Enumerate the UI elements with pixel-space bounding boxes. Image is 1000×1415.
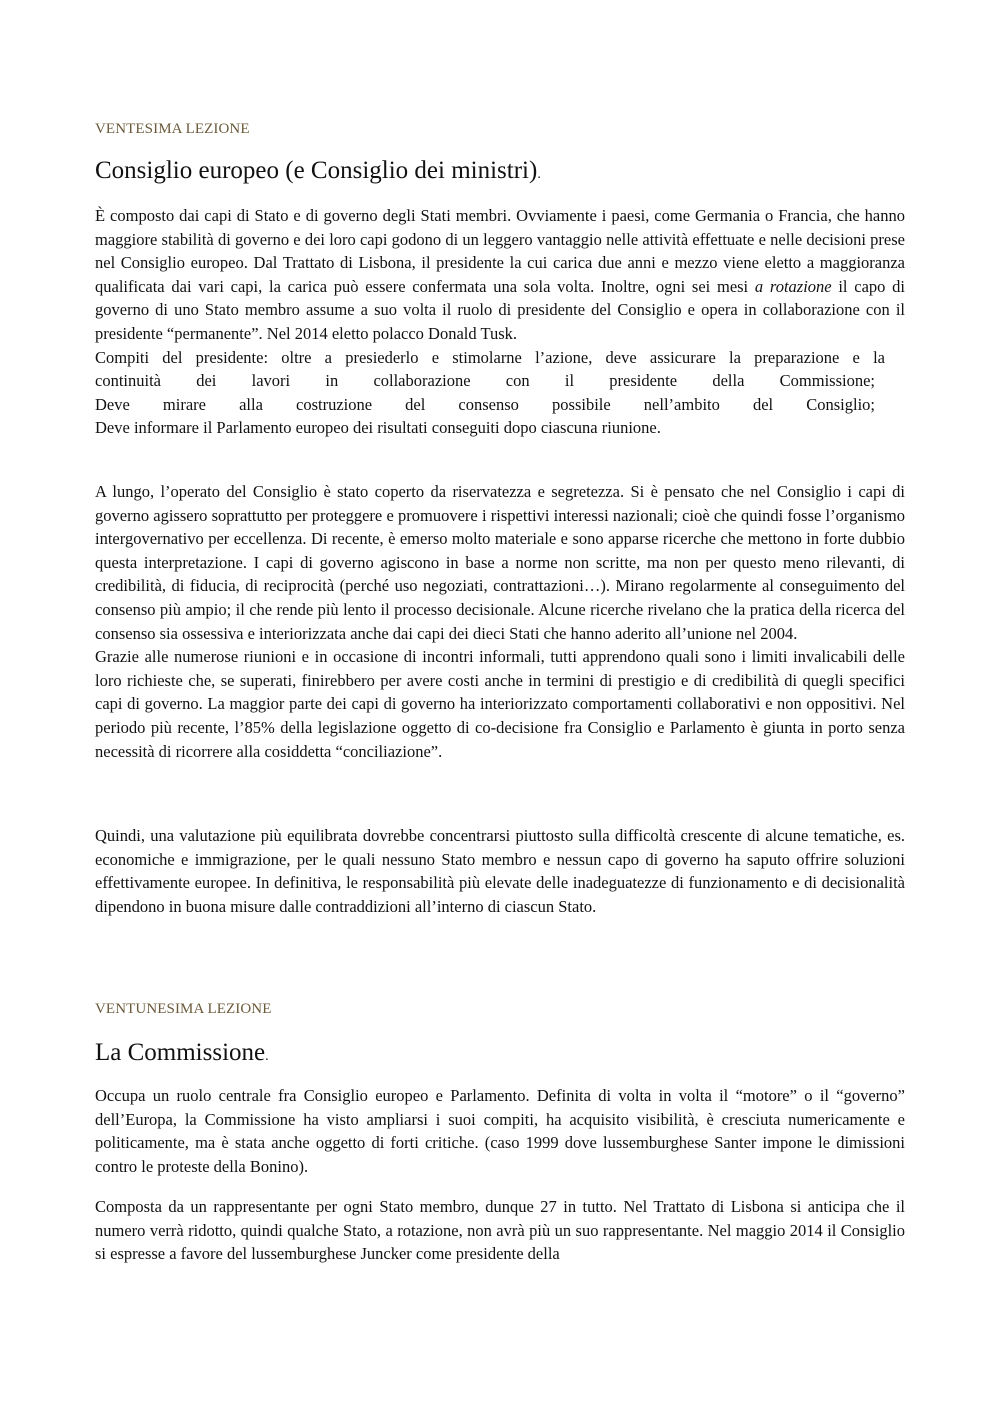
paragraph-evaluation: Quindi, una valutazione più equilibrata dovrebbe concentrarsi piuttosto sulla difficoltà crescente di alcune tematiche, es. economiche e immigrazione, per le quali nessuno Stato membro e nessun capo di governo ha saputo offrire soluzioni effettivamente europee. In definitiva, le responsabilità più elevate delle inadeguatezze di funzionamento e di decisionalità dipendono in buona misure dalle contraddizioni all’interno di ciascun Stato. — [95, 826, 905, 916]
tasks-line: continuità dei lavori in collaborazione con il presidente della Commissione; — [95, 371, 875, 391]
section-title-text: La Commissione — [95, 1039, 266, 1066]
paragraph-tasks — [95, 346, 905, 440]
tasks-line: Deve informare il Parlamento europeo dei risultati conseguiti dopo ciascuna riunione. — [95, 418, 661, 438]
paragraph-intro — [95, 204, 905, 440]
paragraph-text: A lungo, l’operato del Consiglio è stato coperto da riservatezza e segretezza. Si è pensato che nel Consiglio i capi di governo agissero soprattutto per proteggere e promuovere i rispettivi interessi nazionali; cioè che quindi fosse l’organismo intergovernativo per eccellenza. Di recente, è emerso molto materiale e sono apparse ricerche che mettono in forte dubbio questa interpretazione. I capi di governo agiscono in base a norme non scritte, ma non per questo meno rilevanti, di credibilità, di fiducia, di reciprocità (perché uso negoziati, contrattazioni…). Mirano regolarmente al conseguimento del consenso più ampio; il che rende più lento il processo decisionale. Alcune ricerche rivelano che la pratica della ricerca del consenso sia ossessiva e interiorizzata anche dai capi dei dieci Stati che hanno aderito all’unione nel 2004. — [95, 482, 905, 643]
section-title-text: Consiglio europeo (e Consiglio dei ministri) — [95, 157, 538, 184]
paragraph-text: il capo di governo di uno Stato membro assume a suo volta il ruolo di presidente del Consiglio e opera in collaborazione con il presidente “permanente”. Nel 2014 eletto polacco Donald Tusk. — [95, 276, 905, 343]
lesson-label: VENTUNESIMA LEZIONE — [95, 1001, 272, 1017]
paragraph-commission-composition: Composta da un rappresentante per ogni Stato membro, dunque 27 in tutto. Nel Trattato di Lisbona si anticipa che il numero verrà ridotto, quindi qualche Stato, a rotazione, non avrà più un suo rappresentante. Nel maggio 2014 il Consiglio si espresse a favore del lussemburghese Juncker come presidente della — [95, 1197, 905, 1264]
paragraph-composition — [95, 204, 905, 346]
section-title-period: . — [265, 1049, 269, 1064]
tasks-line: Compiti del presidente: oltre a presiederlo e stimolarne l’azione, deve assicurare la preparazione e la — [95, 347, 885, 367]
paragraph-text: Grazie alle numerose riunioni e in occasione di incontri informali, tutti apprendono quali sono i limiti invalicabili delle loro richieste che, se superati, finirebbero per avere costi anche in termini di prestigio e di credibilità di quegli specifici capi di governo. La maggior parte dei capi di governo ha interiorizzato comportamenti collaborativi e non oppositivi. Nel periodo più recente, l’85% della legislazione oggetto di co-decisione fra Consiglio e Parlamento è giunta in porto senza necessità di ricorrere alla cosiddetta “conciliazione”. — [95, 647, 905, 761]
section-title — [95, 156, 541, 190]
paragraph-commission-role: Occupa un ruolo centrale fra Consiglio europeo e Parlamento. Definita di volta in volta il “motore” o il “governo” dell’Europa, la Commissione ha visto ampliarsi i suoi compiti, ha acquisito visibilità, è cresciuta numericamente e politicamente, ma è stata anche oggetto di forti critiche. (caso 1999 dove lussemburghese Santer impone le dimissioni contro le proteste della Bonino). — [95, 1086, 905, 1176]
italic-text: a rotazione — [754, 276, 832, 296]
section-title-period: . — [537, 167, 541, 182]
paragraph-confidentiality — [95, 480, 905, 763]
section-title — [95, 1038, 269, 1072]
paragraph-text: È composto dai capi di Stato e di governo degli Stati membri. Ovviamente i paesi, come Germania o Francia, che hanno maggiore stabilità di governo e dei loro capi godono di un leggero vantaggio nelle attività effettuate e nelle decisioni prese nel Consiglio europeo. Dal Trattato di Lisbona, il presidente la cui carica due anni e mezzo viene eletto a maggioranza qualificata dai vari capi, la carica può essere confermata una sola volta. Inoltre, ogni sei mesi — [95, 206, 905, 296]
tasks-line: Deve mirare alla costruzione del consenso possibile nell’ambito del Consiglio; — [95, 394, 875, 414]
lesson-label: VENTESIMA LEZIONE — [95, 121, 250, 137]
